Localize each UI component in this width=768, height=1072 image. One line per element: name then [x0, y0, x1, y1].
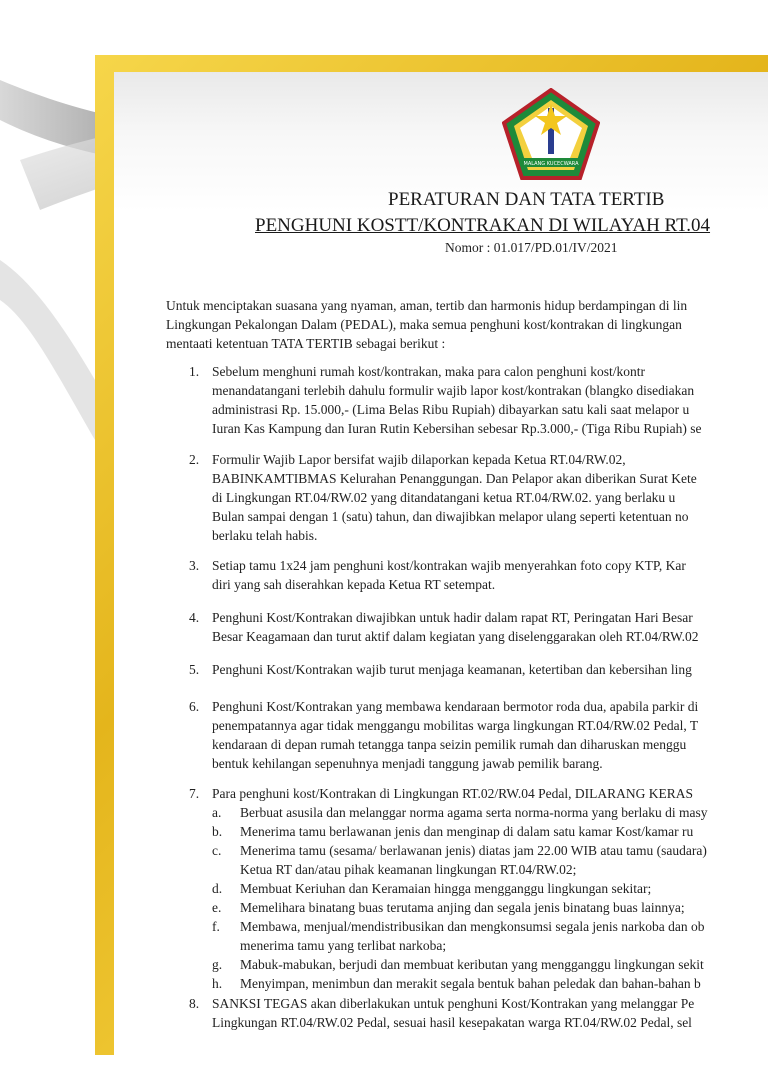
rule-line: kendaraan di depan rumah tetangga tanpa seizin pemilik rumah dan diharuskan menggu	[212, 737, 687, 752]
rule-line: Penghuni Kost/Kontrakan yang membawa kendaraan bermotor roda dua, apabila parkir di	[212, 699, 699, 714]
document-number: Nomor : 01.017/PD.01/IV/2021	[445, 240, 618, 255]
rule-number: 3.	[189, 558, 200, 573]
rule-line: di Lingkungan RT.04/RW.02 yang ditandatangani ketua RT.04/RW.02. yang berlaku u	[212, 490, 676, 505]
rule-line: penempatannya agar tidak menggangu mobilitas warga lingkungan RT.04/RW.02 Pedal, T	[212, 718, 699, 733]
logo-text: MALANG KUCECWARA	[523, 161, 579, 167]
rule-number: 7.	[189, 786, 200, 801]
title-line-2: PENGHUNI KOSTT/KONTRAKAN DI WILAYAH RT.04	[255, 215, 711, 236]
rule-line: menandatangani terlebih dahulu formulir wajib lapor kost/kontrakan (blangko disediakan	[212, 383, 695, 398]
rule-line: Penghuni Kost/Kontrakan wajib turut menjaga keamanan, ketertiban dan kebersihan ling	[212, 662, 692, 677]
rule-line: BABINKAMTIBMAS Kelurahan Penanggungan. Dan Pelapor akan diberikan Surat Kete	[212, 471, 697, 486]
prohibition-item: c. Menerima tamu (sesama/ berlawanan jenis) diatas jam 22.00 WIB atau tamu (saudara)	[212, 843, 707, 858]
rule-line: berlaku telah habis.	[212, 528, 318, 543]
rule-number: 5.	[189, 662, 200, 677]
rule-line: Formulir Wajib Lapor bersifat wajib dilaporkan kepada Ketua RT.04/RW.02,	[212, 452, 626, 467]
prohibition-item: f. Membawa, menjual/mendistribusikan dan mengkonsumsi segala jenis narkoba dan ob	[212, 919, 705, 934]
rule-line: Para penghuni kost/Kontrakan di Lingkungan RT.02/RW.04 Pedal, DILARANG KERAS	[212, 786, 694, 801]
prohibition-item: g. Mabuk-mabukan, berjudi dan membuat keributan yang mengganggu lingkungan sekit	[212, 957, 704, 972]
rule-line: Sebelum menghuni rumah kost/kontrakan, maka para calon penghuni kost/kontr	[212, 364, 646, 379]
rule-line: diri yang sah diserahkan kepada Ketua RT setempat.	[212, 577, 496, 592]
prohibition-item: b. Menerima tamu berlawanan jenis dan menginap di dalam satu kamar Kost/kamar ru	[212, 824, 694, 839]
prohibition-item: h. Menyimpan, menimbun dan merakit segala bentuk bahan peledak dan bahan-bahan b	[212, 976, 701, 991]
title-line-1: PERATURAN DAN TATA TERTIB	[388, 189, 665, 210]
prohibition-list	[212, 803, 707, 993]
rule-line: administrasi Rp. 15.000,- (Lima Belas Ribu Rupiah) dibayarkan satu kali saat melapor u	[212, 402, 690, 417]
prohibition-item: menerima tamu yang terlibat narkoba;	[240, 938, 447, 953]
rule-number: 4.	[189, 610, 200, 625]
rule-number: 1.	[189, 364, 200, 379]
rule-number: 2.	[189, 452, 200, 467]
rule-number: 6.	[189, 699, 200, 714]
intro-paragraph	[166, 296, 768, 353]
rule-line: bentuk kehilangan sepenuhnya menjadi tanggung jawab pemilik barang.	[212, 756, 603, 771]
intro-line: mentaati ketentuan TATA TERTIB sebagai berikut :	[166, 336, 446, 351]
intro-line: Lingkungan Pekalongan Dalam (PEDAL), maka semua penghuni kost/kontrakan di lingkungan	[166, 317, 682, 332]
city-emblem-logo	[502, 88, 600, 180]
rule-line: SANKSI TEGAS akan diberlakukan untuk penghuni Kost/Kontrakan yang melanggar Pe	[212, 996, 695, 1011]
document-page	[114, 72, 768, 1072]
rule-line: Penghuni Kost/Kontrakan diwajibkan untuk hadir dalam rapat RT, Peringatan Hari Besar	[212, 610, 693, 625]
rule-line: Iuran Kas Kampung dan Iuran Rutin Kebersihan sebesar Rp.3.000,- (Tiga Ribu Rupiah) se	[212, 421, 702, 436]
prohibition-item: d. Membuat Keriuhan dan Keramaian hingga mengganggu lingkungan sekitar;	[212, 881, 652, 896]
rule-line: Besar Keagamaan dan turut aktif dalam kegiatan yang diselenggarakan oleh RT.04/RW.02	[212, 629, 699, 644]
prohibition-item: Ketua RT dan/atau pihak keamanan lingkungan RT.04/RW.02;	[240, 862, 577, 877]
rule-line: Setiap tamu 1x24 jam penghuni kost/kontrakan wajib menyerahkan foto copy KTP, Kar	[212, 558, 686, 573]
prohibition-item: e. Memelihara binatang buas terutama anjing dan segala jenis binatang buas lainnya;	[212, 900, 685, 915]
rule-line: Lingkungan RT.04/RW.02 Pedal, sesuai hasil kesepakatan warga RT.04/RW.02 Pedal, sel	[212, 1015, 692, 1030]
rule-number: 8.	[189, 996, 200, 1011]
intro-line: Untuk menciptakan suasana yang nyaman, aman, tertib dan harmonis hidup berdampingan di lin	[166, 298, 688, 313]
rule-line: Bulan sampai dengan 1 (satu) tahun, dan diwajibkan melapor ulang seperti ketentuan no	[212, 509, 689, 524]
prohibition-item: a. Berbuat asusila dan melanggar norma agama serta norma-norma yang berlaku di masy	[212, 805, 708, 820]
